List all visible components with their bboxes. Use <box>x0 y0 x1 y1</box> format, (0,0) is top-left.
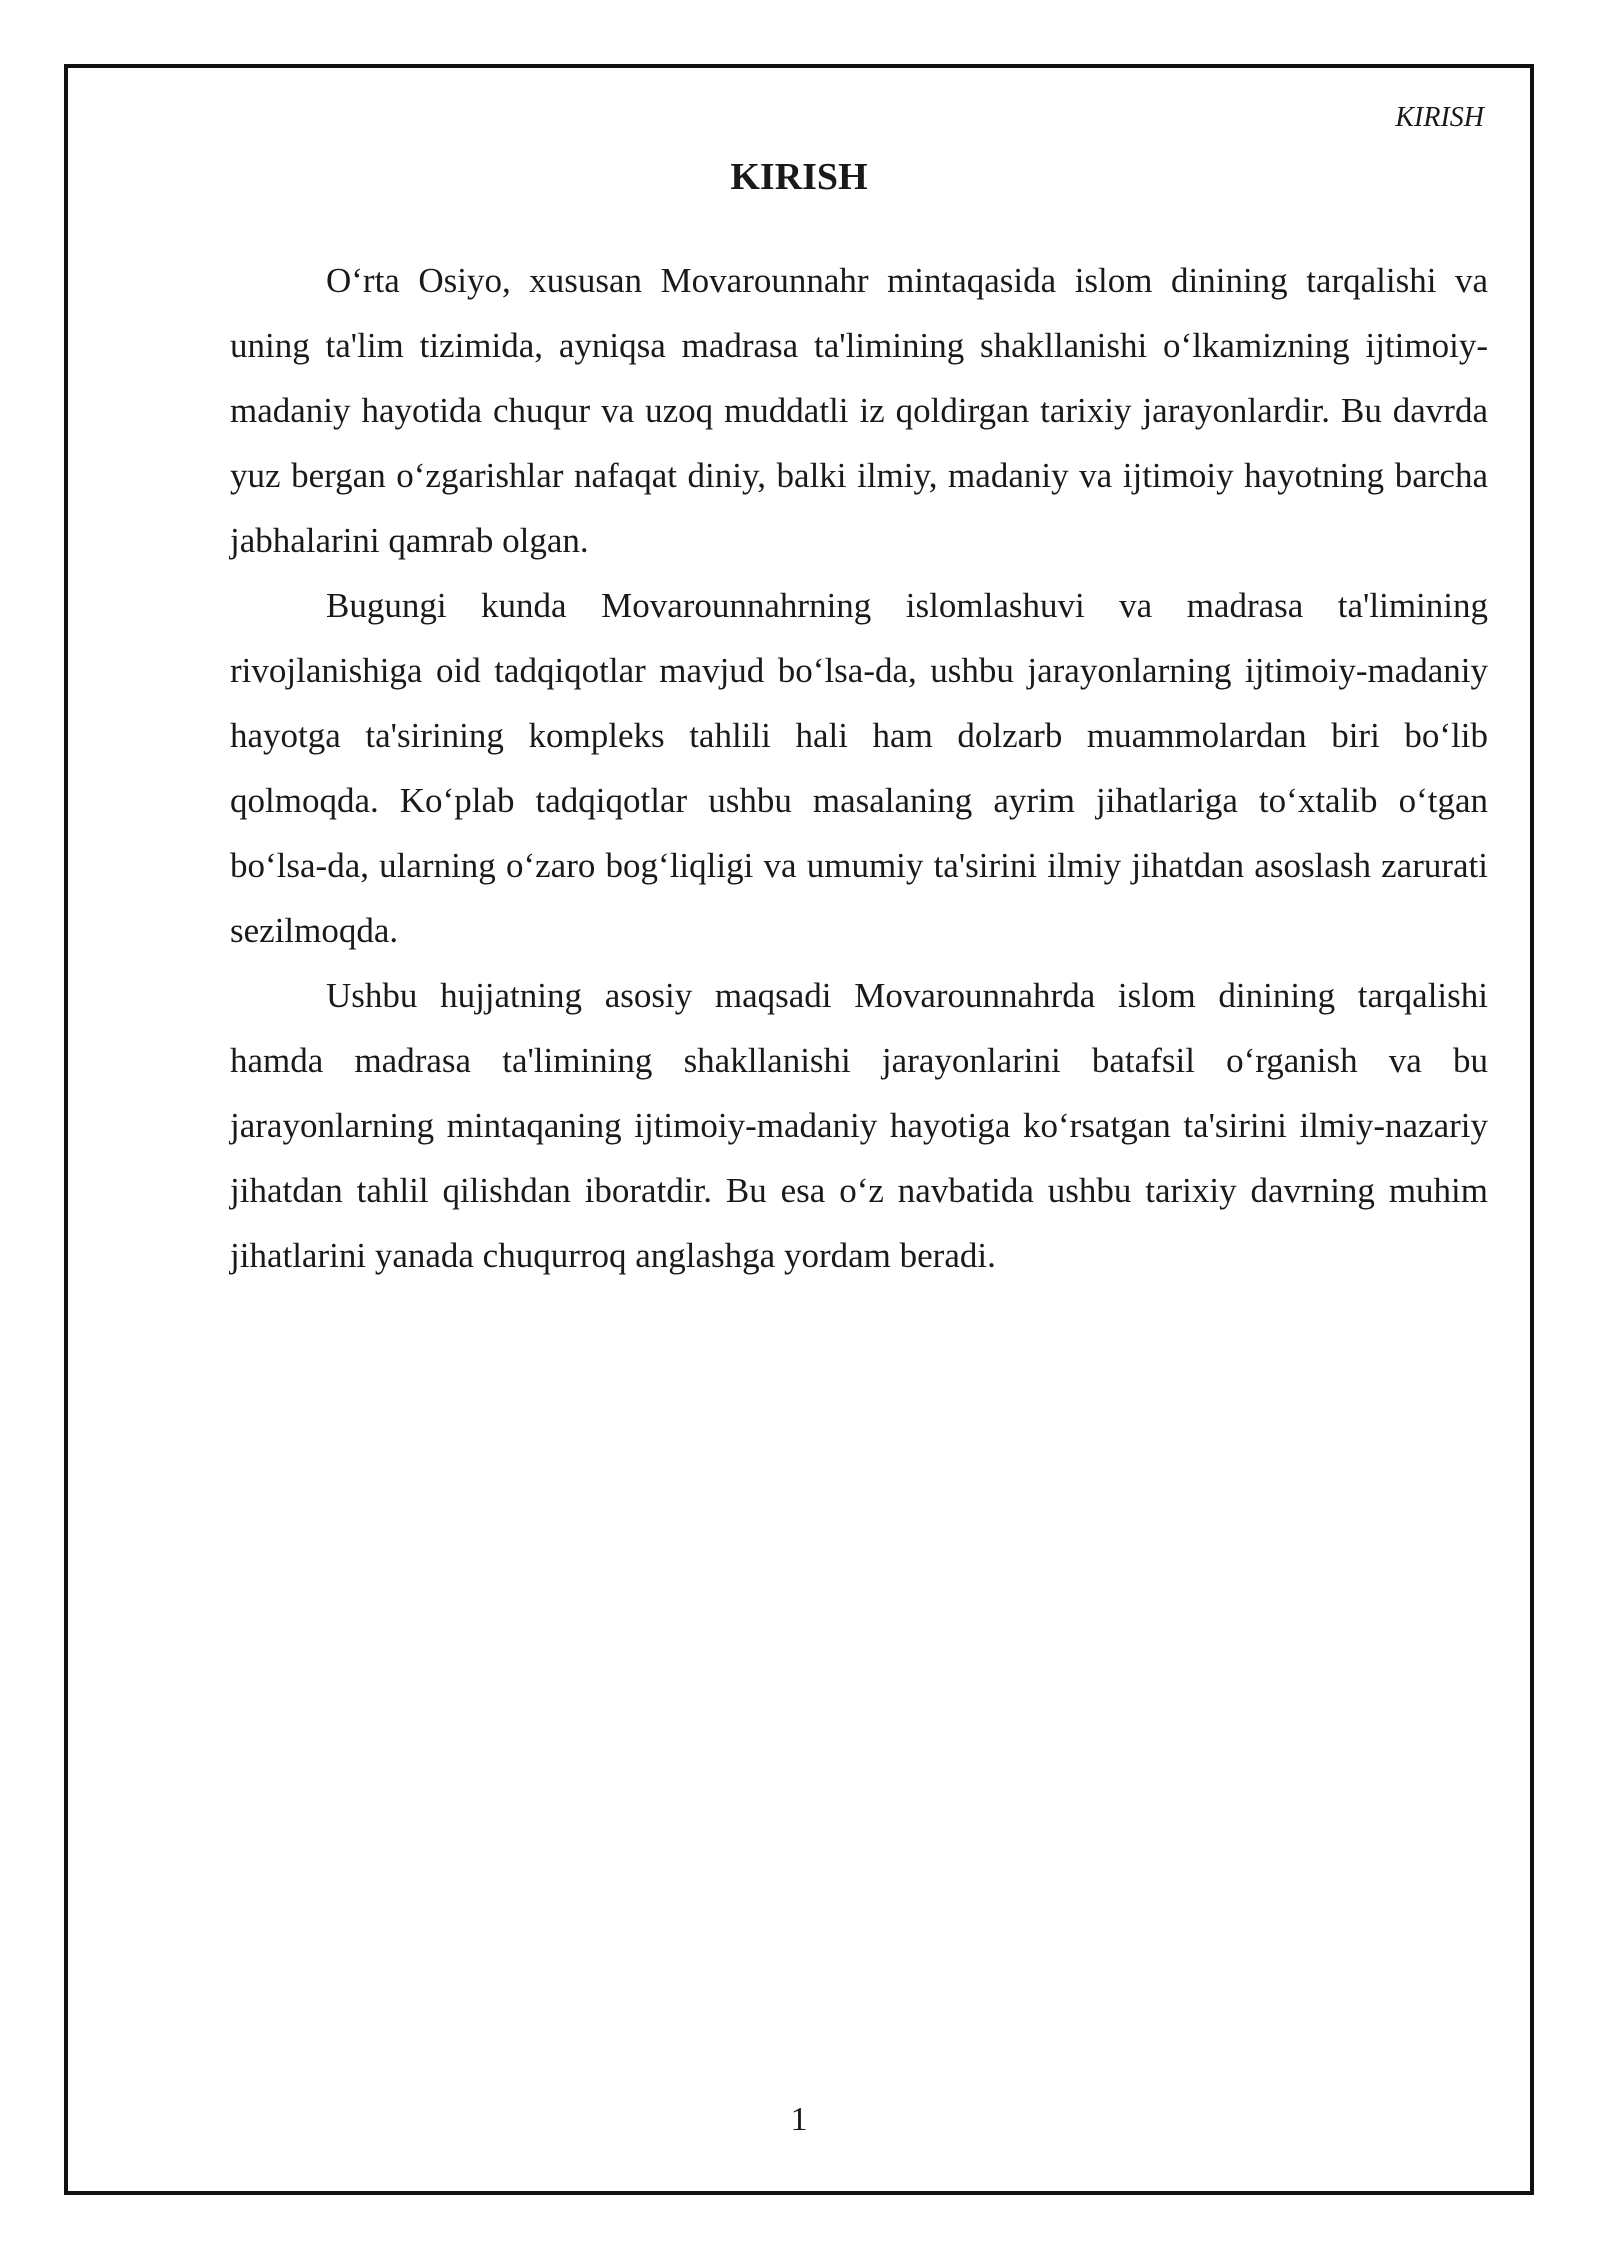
body-text <box>230 248 1488 1288</box>
page-number: 1 <box>790 2101 808 2138</box>
paragraph-2: Bugungi kunda Movarounnahrning islomlashuvi va madrasa ta'limining rivojlanishiga oid tadqiqotlar mavjud bo‘lsa-da, ushbu jarayonlarning ijtimoiy-madaniy hayotga ta'sirining kompleks tahlili hali ham dolzarb muammolardan biri bo‘lib qolmoqda. Ko‘plab tadqiqotlar ushbu masalaning ayrim jihatlariga to‘xtalib o‘tgan bo‘lsa-da, ularning o‘zaro bog‘liqligi va umumiy ta'sirini ilmiy jihatdan asoslash zarurati sezilmoqda. <box>230 586 1488 950</box>
paragraph-1: O‘rta Osiyo, xususan Movarounnahr mintaqasida islom dinining tarqalishi va uning ta'lim tizimida, ayniqsa madrasa ta'limining shakllanishi o‘lkamizning ijtimoiy-madaniy hayotida chuqur va uzoq muddatli iz qoldirgan tarixiy jarayonlardir. Bu davrda yuz bergan o‘zgarishlar nafaqat diniy, balki ilmiy, madaniy va ijtimoiy hayotning barcha jabhalarini qamrab olgan. <box>230 261 1488 560</box>
page-frame <box>64 64 1534 2195</box>
paragraph-3: Ushbu hujjatning asosiy maqsadi Movarounnahrda islom dinining tarqalishi hamda madrasa ta'limining shakllanishi jarayonlarini batafsil o‘rganish va bu jarayonlarning mintaqaning ijtimoiy-madaniy hayotiga ko‘rsatgan ta'sirini ilmiy-nazariy jihatdan tahlil qilishdan iboratdir. Bu esa o‘z navbatida ushbu tarixiy davrning muhim jihatlarini yanada chuqurroq anglashga yordam beradi. <box>230 976 1488 1275</box>
running-header: KIRISH <box>1395 102 1484 133</box>
page-title: KIRISH <box>730 156 868 198</box>
